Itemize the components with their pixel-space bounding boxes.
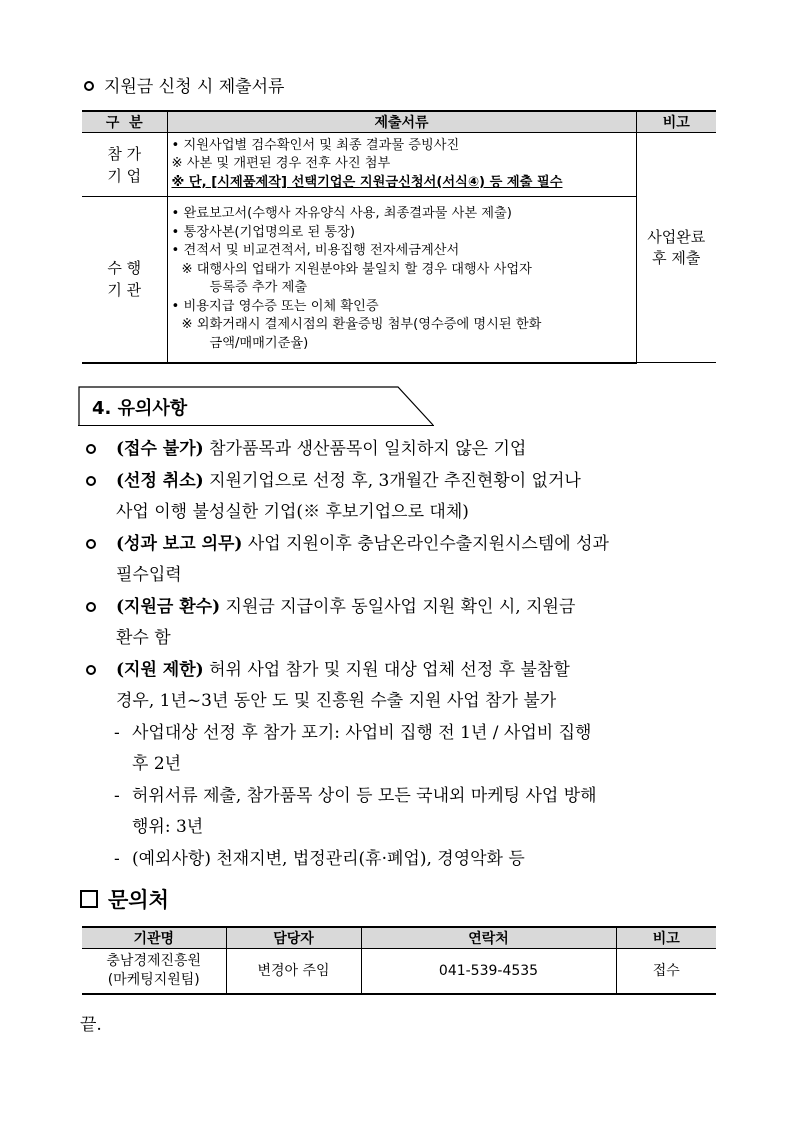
participant-label-line1: 참 가 [107,144,142,163]
contact-header-manager: 담당자 [226,927,361,949]
note-item [86,592,720,655]
docs-table [82,110,716,364]
circle-bullet-icon [86,602,96,612]
contact-header-phone: 연락처 [361,927,616,949]
note-text: 지원금 지급이후 동일사업 지원 확인 시, 지원금 [220,596,576,617]
agency-doc-line: 금액/매매기준율) [209,335,309,351]
participant-docs [167,133,636,197]
restriction-item [86,781,720,844]
note-item [86,655,720,718]
note-continuation: 환수 함 [116,628,171,648]
docs-header-documents: 제출서류 [167,111,636,133]
note-item [86,529,720,592]
dash-mark: - [114,848,120,869]
note-continuation: 경우, 1년~3년 동안 도 및 진흥원 수출 지원 사업 참가 불가 [116,691,557,711]
restriction-line: 허위서류 제출, 참가품목 상이 등 모든 국내외 마케팅 사업 방해 [132,785,597,806]
agency-label [82,197,167,363]
agency-doc-line: • 비용지급 영수증 또는 이체 확인증 [171,298,379,314]
contact-manager: 변경아 주임 [226,949,361,995]
agency-doc-line: • 통장사본(기업명의로 된 통장) [171,224,356,240]
restriction-line: 사업대상 선정 후 참가 포기: 사업비 집행 전 1년 / 사업비 집행 [132,722,592,743]
circle-bullet-icon [86,444,96,454]
participant-doc-line-required: ※ 단, [시제품제작] 선택기업은 지원금신청서(서식④) 등 제출 필수 [171,174,563,190]
participant-doc-line: • 지원사업별 검수확인서 및 최종 결과물 증빙사진 [171,137,460,153]
note-text: 사업 지원이후 충남온라인수출지원시스템에 성과 [242,533,609,554]
note-continuation: 사업 이행 불성실한 기업(※ 후보기업으로 대체) [116,502,469,522]
circle-bullet-icon [84,81,94,91]
docs-remark-line2: 후 제출 [652,248,701,267]
end-mark: 끝. [80,1015,102,1035]
contact-header-org: 기관명 [82,927,226,949]
agency-label-line2: 기 관 [107,281,142,300]
note-item [86,466,720,529]
section4-header [78,386,434,426]
participant-doc-line: ※ 사본 및 개편된 경우 전후 사진 첨부 [171,156,391,172]
agency-doc-line: • 완료보고서(수행사 자유양식 사용, 최종결과물 사본 제출) [171,206,512,222]
contact-org-line1: 충남경제진흥원 [106,953,202,969]
note-label: (선정 취소) [116,470,204,491]
contact-org [82,949,226,995]
agency-doc-line: ※ 대행사의 업태가 지원분야와 불일치 할 경우 대행사 사업자 [181,261,532,277]
docs-row-participant [82,133,716,197]
restriction-item [86,844,720,876]
note-label: (접수 불가) [116,439,204,459]
note-label: (지원 제한) [116,659,204,680]
participant-label [82,133,167,197]
contact-table [82,926,716,995]
docs-remark-line1: 사업완료 [647,227,706,246]
docs-row-agency [82,197,716,363]
agency-label-line1: 수 행 [107,259,142,278]
contact-phone: 041-539-4535 [361,949,616,995]
docs-heading [84,72,284,97]
note-text: 참가품목과 생산품목이 일치하지 않은 기업 [203,439,527,459]
restriction-line: 행위: 3년 [132,817,204,837]
restriction-line: 후 2년 [132,754,182,774]
dash-mark: - [114,722,120,743]
note-label: (지원금 환수) [116,596,221,617]
circle-bullet-icon [86,665,96,675]
circle-bullet-icon [86,539,96,549]
note-text: 허위 사업 참가 및 지원 대상 업체 선정 후 불참할 [203,659,570,680]
contact-header-remark: 비고 [616,927,716,949]
note-item [86,434,720,466]
contact-org-line2: (마케팅지원팀) [107,972,200,988]
section4-title: 4. 유의사항 [92,398,188,419]
contact-heading-text: 문의처 [108,888,169,912]
dash-mark: - [114,785,120,806]
contact-table-header [82,927,716,949]
agency-doc-line: ※ 외화거래시 결제시점의 환율증빙 첨부(영수증에 명시된 한화 [181,317,542,333]
docs-header-remark: 비고 [636,111,716,133]
circle-bullet-icon [86,476,96,486]
docs-heading-text: 지원금 신청 시 제출서류 [104,77,285,97]
docs-header-category: 구 분 [82,111,167,133]
note-text: 지원기업으로 선정 후, 3개월간 추진현황이 없거나 [203,470,581,491]
agency-docs [167,197,636,363]
contact-heading [80,884,169,914]
docs-remark [636,133,716,363]
restriction-line: (예외사항) 천재지변, 법정관리(휴·폐업), 경영악화 등 [132,848,525,869]
contact-remark: 접수 [616,949,716,995]
contact-row [82,949,716,995]
notes-list [86,434,720,875]
note-continuation: 필수입력 [116,565,182,585]
restriction-item [86,718,720,781]
participant-label-line2: 기 업 [107,166,142,185]
agency-doc-line: • 견적서 및 비교견적서, 비용집행 전자세금계산서 [171,243,460,259]
docs-table-header [82,111,716,133]
checkbox-square-icon [80,890,98,908]
note-label: (성과 보고 의무) [116,533,243,554]
agency-doc-line: 등록증 추가 제출 [209,280,308,296]
